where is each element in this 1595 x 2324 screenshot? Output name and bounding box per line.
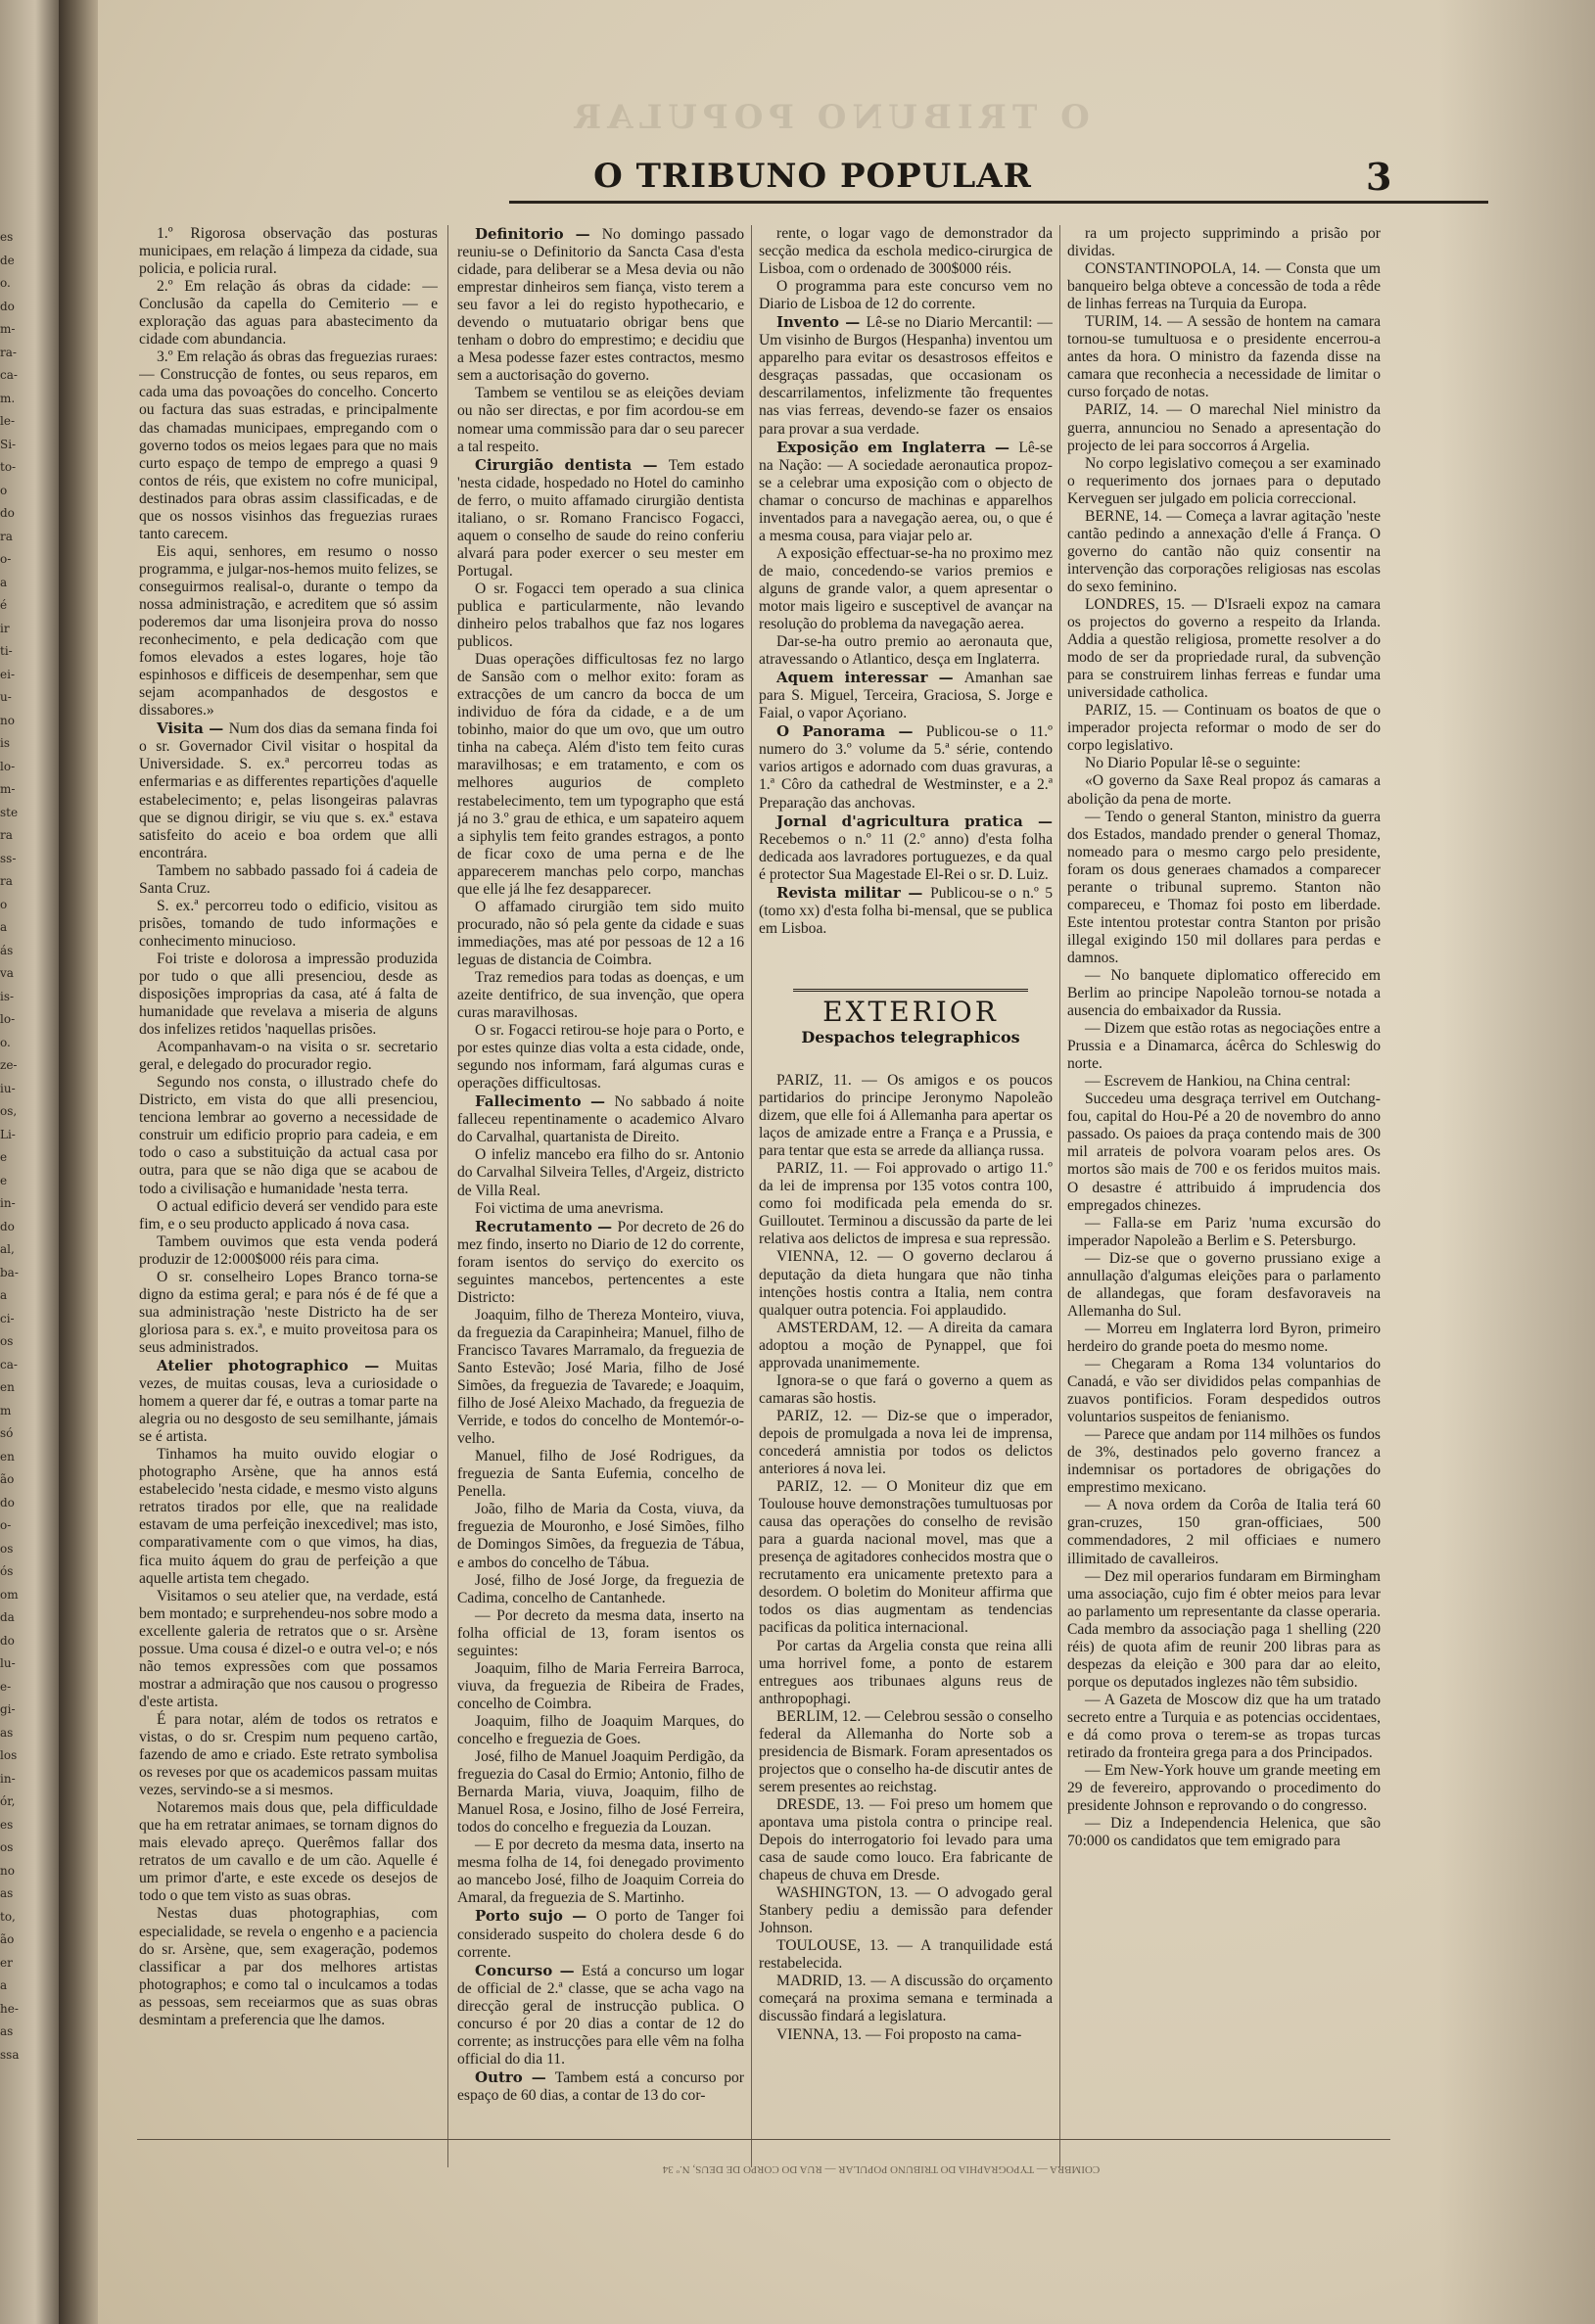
facing-page-fragment: ti- <box>0 644 13 658</box>
article-paragraph: 3.º Em relação ás obras das freguezias ruraes: — Construcção de fontes, ou seus reparos, em cada uma das povoações do concelho. Concerto ou factura das suas estradas, e principalmente das chamadas municipaes, empregando com o governo todos os meios legaes para que no mais curto espaço de tempo de emprego a quasi 9 contos de réis, que existem no cofre municipal, destinados para obras assim classificadas, e de que os nossos visinhos das freguezias ruraes tanto carecem. <box>139 349 438 542</box>
facing-page-fragment: do <box>0 1495 15 1510</box>
facing-page-fragment: ão <box>0 1932 15 1946</box>
article-paragraph: Recrutamento — Por decreto de 26 do mez findo, inserto no Diario de 12 do corrente, foram isentos do serviço do exercito os seguintes mancebos, pertencentes a este Districto: <box>457 1217 744 1306</box>
article-paragraph: PARIZ, 11. — Os amigos e os poucos partidarios do principe Jeronymo Napoleão dizem, que elle foi á Allemanha para apertar os laços de amizade entre a França e a Prussia, e para tentar que esta se arrede da alliança russa. <box>759 1072 1053 1160</box>
article-paragraph: Succedeu uma desgraça terrivel em Outchang-fou, capital do Hou-Pé a 20 de novembro do anno passado. Os paioes da praça contendo mais de 300 mil arrateis de polvora voaram pelos ares. Os mortos são mais de 700 e os feridos muitos mais. O desastre é attribuido á imprudencia dos empregados chinezes. <box>1067 1091 1381 1214</box>
article-paragraph: O sr. conselheiro Lopes Branco torna-se digno da estima geral; e para nós é de fé que a sua administração 'neste Districto ha de ser gloriosa para s. ex.ª, e muito proveitosa para os seus administrados. <box>139 1268 438 1356</box>
column-1 <box>139 225 438 2172</box>
article-paragraph: Revista militar — Publicou-se o n.º 5 (tomo xx) d'esta folha bi-mensal, que se publica em Lisboa. <box>759 883 1053 937</box>
facing-page-fragment: is- <box>0 989 15 1003</box>
article-paragraph: Atelier photographico — Muitas vezes, de muitas cousas, leva a curiosidade o homem a querer dar fé, e outras a tomar parte na alegria ou no desgosto de seu semilhante, jámais se é artista. <box>139 1357 438 1446</box>
article-paragraph: O infeliz mancebo era filho do sr. Antonio do Carvalhal Silveira Telles, d'Argeiz, districto de Villa Real. <box>457 1146 744 1199</box>
article-paragraph: Notaremos mais dous que, pela difficuldade que ha em retratar animaes, se tornam dignos do mais elevado apreço. Querêmos fallar dos retratos de um cavallo e de um cão. Aquelle é um primor d'arte, e este excede os desejos de todo o que tem visto as suas obras. <box>139 1799 438 1905</box>
article-paragraph: MADRID, 13. — A discussão do orçamento começará na proxima semana e terminada a discussão findará a legislatura. <box>759 1973 1053 2025</box>
article-paragraph: PARIZ, 12. — O Moniteur diz que em Toulouse houve demonstrações tumultuosas por causa das operações do conselho de revisão para a guarda nacional movel, mas que a presença de agitadores conhecidos mostra que o recrutamento era unicamente pretexto para a desordem. O boletim do Moniteur affirma que todos os dias augmentam as tendencias pacificas da politica internacional. <box>759 1478 1053 1637</box>
facing-page-fragment: ra <box>0 828 13 842</box>
facing-page-fragment: os <box>0 1840 14 1854</box>
article-paragraph: LONDRES, 15. — D'Israeli expoz na camara os projectos do governo a respeito da Irlanda. Addia a questão religiosa, promette resolver a do modo de ser da propriedade rural, da subvenção para se construirem linhas ferreas e fundar uma universidade catholica. <box>1067 595 1381 702</box>
facing-page-fragment: da <box>0 1610 15 1624</box>
article-paragraph: — Tendo o general Stanton, ministro da guerra dos Estados, mandado prender o general Thomaz, nomeado para o mesmo cargo pelo presidente, foram os dous generaes chamados a comparecer perante o tribunal supremo. Stanton não compareceu, e Thomaz foi posto em liberdade. Este intentou protestar contra Stanton por prisão illegal exigindo 150 mil dollares para perdas e damnos. <box>1067 808 1381 966</box>
book-gutter <box>59 0 98 2324</box>
column-3-bottom <box>759 1072 1053 2172</box>
article-paragraph: O actual edificio deverá ser vendido para este fim, e o seu producto applicado á nova casa. <box>139 1197 438 1232</box>
facing-page-fragment: do <box>0 299 15 313</box>
facing-page-fragment: in- <box>0 1196 16 1210</box>
article-paragraph: Invento — Lê-se no Diario Mercantil: — Um visinho de Burgos (Hespanha) inventou um apparelho para evitar os desastrosos effeitos e desgraças passadas, que occasionam os descarrilamentos, infelizmente tão frequentes nas vias ferreas, devendo-se fazer os ensaios para provar a sua verdade. <box>759 313 1053 438</box>
column-divider <box>1059 225 1060 2167</box>
article-paragraph: BERLIM, 12. — Celebrou sessão o conselho federal da Allemanha do Norte sob a presidencia de Bismark. Foram apresentados os projectos que o conselho ha-de discutir antes de serem presentes ao reichstag. <box>759 1707 1053 1795</box>
facing-page-fragment: ca- <box>0 368 18 382</box>
facing-page-fragment: he- <box>0 2001 19 2016</box>
facing-page-fragment: Si- <box>0 437 17 451</box>
article-paragraph: Cirurgião dentista — Tem estado 'nesta cidade, hospedado no Hotel do caminho de ferro, o muito affamado cirurgião dentista italiano, o sr. Romano Francisco Fogacci, aquem o conselho de saude do reino conferiu alvará para poder exercer o seu mester em Portugal. <box>457 455 744 580</box>
facing-page-fragment: no <box>0 1863 15 1878</box>
facing-page-fragment: é <box>0 598 8 612</box>
article-paragraph: José, filho de José Jorge, da freguezia de Cadima, concelho de Cantanhede. <box>457 1571 744 1606</box>
article-paragraph: — Dizem que estão rotas as negociações entre a Prussia e a Dinamarca, ácêrca do Schleswig do norte. <box>1067 1020 1381 1073</box>
facing-page-fragment: e- <box>0 1679 12 1694</box>
article-paragraph: Definitorio — No domingo passado reuniu-se o Definitorio da Sancta Casa d'esta cidade, para deliberar se a Mesa devia ou não emprestar dinheiros sem fiança, visto terem a seu favor a lei do registo hypothecario, e devendo o mutuatario obrigar bens que tenham o dobro do emprestimo; e decidiu que a Mesa podesse fazer estes contractos, mesmo sem a auctorisação do governo. <box>457 225 744 385</box>
article-paragraph: Acompanhavam-o na visita o sr. secretario geral, e delegado do procurador regio. <box>139 1039 438 1074</box>
article-paragraph: — A Gazeta de Moscow diz que ha um tratado secreto entre a Turquia e as potencias occidentaes, e dá como prova o terem-se as tropas turcas retirado da fronteira grega para a dos Principados. <box>1067 1691 1381 1762</box>
facing-page-fragment: Li- <box>0 1127 16 1141</box>
facing-page-fragment: om <box>0 1587 19 1602</box>
facing-page-fragment: os <box>0 1334 14 1348</box>
facing-page-fragment: ra- <box>0 345 17 359</box>
facing-page-fragment: as <box>0 1725 14 1740</box>
article-paragraph: O sr. Fogacci tem operado a sua clinica publica e particularmente, não levando dinheiro pelos trabalhos que faz nos logares publicos. <box>457 580 744 651</box>
article-paragraph: Aquem interessar — Amanhan sae para S. Miguel, Terceira, Graciosa, S. Jorge e Faial, o vapor Açoriano. <box>759 669 1053 722</box>
facing-page-fragment: en <box>0 1449 15 1464</box>
article-paragraph: Exposição em Inglaterra — Lê-se na Nação: — A sociedade aeronautica propoz-se a celebrar uma exposição com o objecto de chamar o concurso de machinas e apparelhos inventados para a navegação aerea, ou, o que é a mesma cousa, para viajar pelo ar. <box>759 438 1053 544</box>
facing-page-fragment: in- <box>0 1771 16 1786</box>
facing-page-fragment: va <box>0 966 14 980</box>
article-paragraph: Duas operações difficultosas fez no largo de Sansão com o melhor exito: foram as extracções de um cancro da bocca de um individuo de fóra da cidade, e a de um tobinho, maior do que um ovo, que um outro tinha na cabeça. Além d'isto tem feito curas maravilhosas; e em tratamento, e com os melhores augurios de completo restabelecimento, tem um typographo que está já no 3.º grau de ethica, e um sapateiro aquem a siphylis tem feito grandes estragos, a ponto de ficar coxo de uma perna e de lhe apparecerem manchas pelo corpo, manchas que elle já lhe fez desapparecer. <box>457 651 744 898</box>
article-paragraph: Joaquim, filho de Joaquim Marques, do concelho e freguezia de Goes. <box>457 1712 744 1747</box>
facing-page-fragment: le- <box>0 414 15 428</box>
article-paragraph: VIENNA, 13. — Foi proposto na cama- <box>776 2025 1022 2043</box>
page-edge-shadow <box>1438 0 1595 2324</box>
article-paragraph: — E por decreto da mesma data, inserto na mesma folha de 14, foi denegado provimento ao mancebo José, filho de Joaquim Correia do Amaral, da freguezia de S. Martinho. <box>457 1836 744 1907</box>
article-paragraph: Segundo nos consta, o illustrado chefe do Districto, em vista do que alli presenciou, tenciona lembrar ao governo a necessidade de construir um edificio proprio para cadeia, e em todo o caso a substituição da actual casa por outra, para que se não diga que se acabou de todo a civilisação e humanidade 'nesta terra. <box>139 1074 438 1197</box>
facing-page-fragment: al, <box>0 1242 15 1256</box>
article-paragraph: rente, o logar vago de demonstrador da secção medica da eschola medico-cirurgica de Lisboa, com o ordenado de 300$000 réis. <box>759 225 1053 278</box>
article-paragraph: — Falla-se em Pariz 'numa excursão do imperador Napoleão a Berlim e S. Petersburgo. <box>1067 1214 1381 1249</box>
facing-page-fragment: e <box>0 1150 8 1164</box>
imprint-footer: COIMBRA — TYPOGRAPHIA DO TRIBUNO POPULAR — RUA DO CORPO DE DEUS, N.º 34 <box>662 2163 1101 2175</box>
article-paragraph: «O governo da Saxe Real propoz ás camaras a abolição da pena de morte. <box>1067 772 1381 808</box>
facing-page-fragment: ão <box>0 1472 15 1486</box>
article-paragraph: Tambem no sabbado passado foi á cadeia de Santa Cruz. <box>139 861 438 897</box>
article-paragraph: Foi triste e dolorosa a impressão produzida por tudo o que alli presenciou, desde as disposições improprias da casa, até á falta de humanidade que revelava a miseria de alguns dos infelizes retidos 'naquellas prisões. <box>139 950 438 1039</box>
facing-page-fragment: ir <box>0 621 10 635</box>
article-paragraph: — Morreu em Inglaterra lord Byron, primeiro herdeiro do grande poeta do mesmo nome. <box>1067 1320 1381 1355</box>
article-paragraph: — Diz a Independencia Helenica, que são 70:000 os candidatos que tem emigrado para <box>1067 1815 1381 1850</box>
facing-page-fragment: es <box>0 1817 14 1832</box>
article-paragraph: PARIZ, 12. — Diz-se que o imperador, depois de promulgada a nova lei de imprensa, concederá amnistia por todos os delictos anteriores á nova lei. <box>759 1407 1053 1478</box>
article-paragraph: Porto sujo — O porto de Tanger foi considerado suspeito do cholera desde 6 do corrente. <box>457 1907 744 1961</box>
masthead-title: O TRIBUNO POPULAR <box>593 157 1032 196</box>
article-paragraph: Eis aqui, senhores, em resumo o nosso programma, e julgar-nos-hemos muito felizes, se conseguirmos realisal-o, durante o tempo da nossa administração, e acreditem que só assim poderemos dar uma lisonjeira prova do nosso reconhecimento, e pela dedicação com que fomos elevados a estes logares, hoje tão espinhosos e difficeis de desempenhar, sem que sejam acompanhados de desgostos e dissabores.» <box>139 542 438 720</box>
bottom-rule <box>137 2139 1390 2140</box>
facing-page-strip <box>0 0 59 2324</box>
article-paragraph: Outro — Tambem está a concurso por espaço de 60 dias, a contar de 13 do cor- <box>457 2068 744 2104</box>
article-paragraph: Joaquim, filho de Maria Ferreira Barroca, viuva, da freguezia de Ribeira de Frades, concelho de Coimbra. <box>457 1659 744 1712</box>
page-number: 3 <box>1366 155 1392 199</box>
article-paragraph: No Diario Popular lê-se o seguinte: <box>1085 755 1301 772</box>
facing-page-fragment: do <box>0 506 15 520</box>
facing-page-fragment: m. <box>0 391 16 405</box>
facing-page-fragment: a <box>0 920 8 934</box>
article-paragraph: — Chegaram a Roma 134 voluntarios do Canadá, e vão ser divididos pelas companhias de zuavos pontificios. Foram despedidos outros voluntarios suspeitos de fenianismo. <box>1067 1356 1381 1426</box>
facing-page-fragment: do <box>0 1633 15 1648</box>
facing-page-fragment: ssa <box>0 2047 20 2062</box>
article-paragraph: Tinhamos ha muito ouvido elogiar o photographo Arsène, que ha annos está estabelecido 'nesta cidade, e mesmo visto alguns retratos tirados por elle, que na realidade estavam de uma perfeição inexcedivel; mas isto, comparativamente com o que vimos, ha dias, fica muito áquem do grau de perfeição a que aquelle artista tem chegado. <box>139 1446 438 1587</box>
facing-page-fragment: lu- <box>0 1656 16 1670</box>
exterior-section-header <box>774 989 1048 1046</box>
article-paragraph: Concurso — Está a concurso um logar de official de 2.ª classe, que se acha vago na direcção geral de instrucção publica. O concurso é por 20 dias a contar de 12 do corrente; as instrucções para elle vêm na folha official do dia 11. <box>457 1961 744 2068</box>
facing-page-fragment: do <box>0 1219 15 1233</box>
article-paragraph: — Dez mil operarios fundaram em Birmingham uma associação, cujo fim é obter meios para levar ao parlamento um representante da classe operaria. Cada membro da associação paga 1 shelling (220 réis) de quota afim de reunir 200 libras para as despezas da eleição e 300 para dar ao eleito, porque os deputados inglezes não têm subsidio. <box>1067 1567 1381 1691</box>
facing-page-fragment: iu- <box>0 1081 16 1095</box>
facing-page-fragment: ze- <box>0 1058 18 1072</box>
article-paragraph: VIENNA, 12. — O governo declarou á deputação da dieta hungara que não tinha intenções hostis contra a Italia, nem contra qualquer outra potencia. Foi applaudido. <box>759 1248 1053 1319</box>
facing-page-fragment: o- <box>0 552 12 566</box>
column-3-top <box>759 225 1053 984</box>
column-2 <box>457 225 744 2172</box>
facing-page-fragment: a <box>0 1288 8 1302</box>
facing-page-fragment: o <box>0 897 8 911</box>
facing-page-fragment: no <box>0 713 15 727</box>
article-paragraph: Tambem se ventilou se as eleições deviam ou não ser directas, e por fim acordou-se em nomear uma commissão para dar o seu parecer a tal respeito. <box>457 385 744 455</box>
facing-page-fragment: u- <box>0 690 12 704</box>
facing-page-fragment: a <box>0 1978 8 1992</box>
article-paragraph: O affamado cirurgião tem sido muito procurado, não só pela gente da cidade e suas immediações, mas até por pessoas de 12 a 16 leguas de distancia de Coimbra. <box>457 898 744 968</box>
article-paragraph: O Panorama — Publicou-se o 11.º numero do 3.º volume da 5.ª série, contendo varios artigos e adornado com duas gravuras, a 1.ª Côro da cathedral de Westminster, e a 2.ª Preparação das anchovas. <box>759 722 1053 812</box>
article-paragraph: TURIM, 14. — A sessão de hontem na camara tornou-se tumultuosa e o presidente encerrou-a antes da hora. O ministro da fazenda disse na camara que reconhecia a necessidade de limitar o curso forçado de notas. <box>1067 313 1381 401</box>
article-paragraph: — Por decreto da mesma data, inserto na folha official de 13, foram isentos os seguintes: <box>457 1606 744 1659</box>
article-paragraph: — No banquete diplomatico offerecido em Berlim ao principe Napoleão tornou-se notada a ausencia do embaixador da Russia. <box>1067 966 1381 1020</box>
article-paragraph: Dar-se-ha outro premio ao aeronauta que, atravessando o Atlantico, desça em Inglaterra. <box>759 633 1053 669</box>
article-paragraph: PARIZ, 11. — Foi approvado o artigo 11.º da lei de imprensa por 135 votos contra 100, como foi modificada pela emenda do sr. Guilloutet. Terminou a discussão da parte de lei relativa aos delictos de impresa e sua repressão. <box>759 1160 1053 1248</box>
article-paragraph: PARIZ, 14. — O marechal Niel ministro da guerra, annunciou no Senado a apresentação do projecto de lei para soccorros á Argelia. <box>1067 401 1381 454</box>
facing-page-fragment: o <box>0 483 8 497</box>
article-paragraph: Nestas duas photographias, com especialidade, se revela o engenho e a paciencia do sr. Arsène, que, sem exageração, podemos classificar a par dos melhores artistas photographos; e como tal o inculcamos a todas as pessoas, sem receiarmos que as suas obras desmintam a preferencia que lhe damos. <box>139 1905 438 2028</box>
facing-page-fragment: as <box>0 1886 14 1900</box>
facing-page-fragment: de <box>0 253 15 267</box>
facing-page-fragment: ba- <box>0 1265 19 1279</box>
article-paragraph: — Parece que andam por 114 milhões os fundos de 3%, destinados pelo governo francez a indemnisar os portadores de obrigações do emprestimo mexicano. <box>1067 1426 1381 1497</box>
facing-page-fragment: er <box>0 1955 13 1970</box>
article-paragraph: Fallecimento — No sabbado á noite falleceu repentinamente o academico Alvaro do Carvalhal, quartanista de Direito. <box>457 1092 744 1146</box>
facing-page-fragment: os <box>0 1541 14 1556</box>
article-paragraph: — Em New-York houve um grande meeting em 29 de fevereiro, approvando o procedimento do presidente Johnson e reprovando o do congresso. <box>1067 1762 1381 1815</box>
facing-page-fragment: ás <box>0 943 14 957</box>
article-paragraph: O programma para este concurso vem no Diario de Lisboa de 12 do corrente. <box>759 278 1053 313</box>
article-paragraph: Por cartas da Argelia consta que reina alli uma horrivel fome, a ponto de estarem entregues aos tribunaes alguns reus de anthropophagi. <box>759 1637 1053 1707</box>
masthead-rule <box>509 201 1488 204</box>
facing-page-fragment: o- <box>0 1518 12 1532</box>
article-paragraph: Joaquim, filho de Thereza Monteiro, viuva, da freguezia da Carapinheira; Manuel, filho de Francisco Tavares Marramalo, da freguezia de Santo Estevão; José Maria, filho de José Simões, da freguezia de Tavarede; e Joaquim, filho de José Aleixo Machado, da freguezia de Verride, e todos do concelho de Montemór-o-velho. <box>457 1306 744 1448</box>
facing-page-fragment: a <box>0 575 8 589</box>
article-paragraph: João, filho de Maria da Costa, viuva, da freguezia de Mouronho, e José Simões, filho de Domingos Simões, da freguezia de Tábua, e ambos do concelho de Tábua. <box>457 1501 744 1571</box>
article-paragraph: AMSTERDAM, 12. — A direita da camara adoptou a moção de Pynappel, que foi approvada unanimemente. <box>759 1319 1053 1371</box>
exterior-subtitle: Despachos telegraphicos <box>801 1028 1020 1046</box>
article-paragraph: TOULOUSE, 13. — A tranquilidade está restabelecida. <box>759 1937 1053 1973</box>
article-paragraph: José, filho de Manuel Joaquim Perdigão, da freguezia do Casal do Ermio; Antonio, filho de Bernarda Maria, viuva, Joaquim, filho de Manuel Rosa, e Josino, filho de José Ferreira, todos do concelho e freguezia da Louzan. <box>457 1748 744 1836</box>
facing-page-fragment: ra <box>0 529 13 543</box>
article-paragraph: S. ex.ª percorreu todo o edificio, visitou as prisões, tomando de tudo informações e conhecimento minucioso. <box>139 897 438 950</box>
article-paragraph: Visita — Num dos dias da semana finda foi o sr. Governador Civil visitar o hospital da Universidade. S. ex.ª percorreu todas as enfermarias e as differentes repartições d'aquelle estabelecimento; e, pelas lisongeiras palavras que se dignou dirigir, se viu que s. ex.ª estava satisfeito do aceio e boa ordem que alli encontrára. <box>139 720 438 861</box>
article-paragraph: É para notar, além de todos os retratos e vistas, o do sr. Crespim num pequeno cartão, fazendo de amo e criado. Este retrato symbolisa os reveses por que os academicos passam muitas vezes, servindo-se a si mesmos. <box>139 1710 438 1799</box>
article-paragraph: — Diz-se que o governo prussiano exige a annullação d'algumas eleições para o parlamento de allandegas, que foram desfavoraveis na Allemanha do Sul. <box>1067 1249 1381 1320</box>
facing-page-fragment: o. <box>0 1035 11 1049</box>
article-paragraph: Ignora-se o que fará o governo a quem as camaras são hostis. <box>759 1371 1053 1407</box>
article-paragraph: Foi victima de uma anevrisma. <box>475 1199 664 1217</box>
facing-page-fragment: lo- <box>0 1012 16 1026</box>
column-divider <box>447 225 448 2167</box>
facing-page-fragment: o. <box>0 276 11 290</box>
article-paragraph: ra um projecto supprimindo a prisão por dividas. <box>1067 225 1381 260</box>
facing-page-fragment: ss- <box>0 851 17 865</box>
article-paragraph: BERNE, 14. — Começa a lavrar agitação 'neste cantão pedindo a annexação d'elle á França. O governo do cantão não quiz consentir na intervenção das corporações religiosas nas escolas do sexo feminino. <box>1067 507 1381 595</box>
article-paragraph: PARIZ, 15. — Continuam os boatos de que o imperador projecta reformar o modo de ser do corpo legislativo. <box>1067 702 1381 755</box>
article-paragraph: 2.º Em relação ás obras da cidade: — Conclusão da capella do Cemiterio — e exploração das aguas para abastecimento da cidade com abundancia. <box>139 278 438 349</box>
facing-page-fragment: is <box>0 736 10 750</box>
exterior-title: EXTERIOR <box>822 996 999 1028</box>
article-paragraph: CONSTANTINOPOLA, 14. — Consta que um banqueiro belga obteve a concessão de toda a rêde de linhas ferreas na Turquia da Europa. <box>1067 260 1381 313</box>
facing-page-fragment: ste <box>0 805 19 819</box>
article-paragraph: Jornal d'agricultura pratica — Recebemos o n.º 11 (2.º anno) d'esta folha dedicada aos lavradores portuguezes, e da qual é protector Sua Magestade El-Rei o sr. D. Luiz. <box>759 812 1053 883</box>
article-paragraph: Visitamos o seu atelier que, na verdade, está bem montado; e surprehendeu-nos sobre modo a excellente galeria de retratos que o sr. Arsène possue. Uma cousa é dizel-o e outra vel-o; e nós não temos expressões com que possamos mostrar a admiração que nos causou o progresso d'este artista. <box>139 1587 438 1710</box>
facing-page-fragment: gi- <box>0 1702 16 1716</box>
facing-page-fragment: e <box>0 1173 8 1187</box>
column-divider <box>751 225 752 2167</box>
article-paragraph: No corpo legislativo começou a ser examinado o requerimento dos jornaes para o deputado Kerveguen ser julgado em policia correccional. <box>1067 454 1381 507</box>
article-paragraph: Manuel, filho de José Rodrigues, da freguezia de Santa Eufemia, concelho de Penella. <box>457 1448 744 1501</box>
article-paragraph: A exposição effectuar-se-ha no proximo mez de maio, concedendo-se varios premios e alguns de grande valor, a quem apresentar o motor mais ligeiro e susceptivel de avançar na resolução do problema da navegação aerea. <box>759 544 1053 633</box>
facing-page-fragment: só <box>0 1426 14 1440</box>
facing-page-fragment: os, <box>0 1104 18 1118</box>
ornament-rule <box>793 989 1028 992</box>
column-4 <box>1067 225 1381 2172</box>
facing-page-fragment: es <box>0 230 14 244</box>
article-paragraph: 1.º Rigorosa observação das posturas municipaes, em relação á limpeza da cidade, sua policia, e policia rural. <box>139 225 438 278</box>
article-paragraph: WASHINGTON, 13. — O advogado geral Stanbery pediu a demissão para defender Johnson. <box>759 1884 1053 1937</box>
facing-page-fragment: lo- <box>0 759 16 773</box>
facing-page-fragment: ra <box>0 874 13 888</box>
facing-page-fragment: m- <box>0 782 16 796</box>
article-paragraph: Traz remedios para todas as doenças, e um azeite dentifrico, de sua invenção, que opera curas maravilhosas. <box>457 968 744 1022</box>
article-paragraph: — A nova ordem da Corôa de Italia terá 60 gran-cruzes, 150 gran-officiaes, 500 commendadores, 2 mil officiaes e numero illimitado de cavalleiros. <box>1067 1497 1381 1567</box>
article-paragraph: Tambem ouvimos que esta venda poderá produzir de 12:000$000 réis para cima. <box>139 1232 438 1268</box>
facing-page-fragment: m <box>0 1403 12 1418</box>
facing-page-fragment: to, <box>0 1909 16 1924</box>
facing-page-fragment: to- <box>0 460 17 474</box>
facing-page-fragment: ós <box>0 1564 14 1578</box>
facing-page-fragment: m- <box>0 322 16 336</box>
facing-page-fragment: ei- <box>0 667 15 681</box>
article-paragraph: — Escrevem de Hankiou, na China central: <box>1085 1073 1351 1091</box>
facing-page-fragment: as <box>0 2024 14 2038</box>
bleed-through-text: O TRIBUNO POPULAR <box>568 98 1090 137</box>
newspaper-page <box>98 0 1595 2324</box>
facing-page-fragment: los <box>0 1748 18 1762</box>
facing-page-fragment: ca- <box>0 1357 18 1371</box>
article-paragraph: O sr. Fogacci retirou-se hoje para o Porto, e por estes quinze dias volta a esta cidade, onde, segundo nos informam, fará algumas curas e operações difficultosas. <box>457 1022 744 1092</box>
facing-page-fragment: ór, <box>0 1794 16 1808</box>
article-paragraph: DRESDE, 13. — Foi preso um homem que apontava uma pistola contra o principe real. Depois do interrogatorio foi levado para uma casa de saude como louco. Era fabricante de chapeus de chuva em Dresde. <box>759 1795 1053 1884</box>
facing-page-fragment: en <box>0 1380 15 1394</box>
facing-page-fragment: ci- <box>0 1311 15 1325</box>
